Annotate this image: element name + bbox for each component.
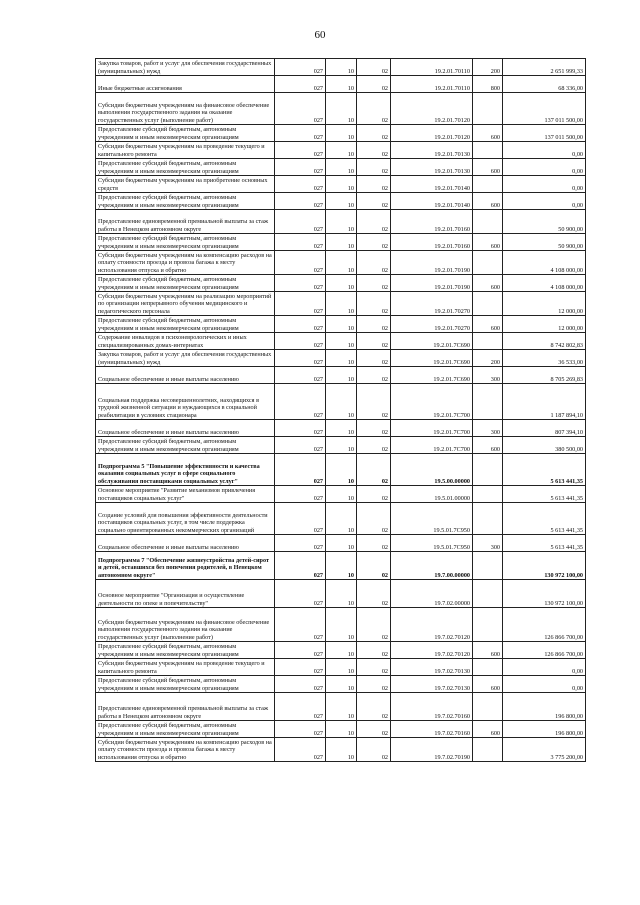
row-subsection: 02: [357, 721, 391, 738]
row-expense-type: [473, 693, 503, 721]
row-expense-type: [473, 738, 503, 762]
row-target-article: 19.2.01.70120: [391, 125, 473, 142]
row-admin-code: 027: [275, 159, 326, 176]
row-target-article: 19.2.01.70130: [391, 159, 473, 176]
row-section: 10: [326, 552, 357, 580]
row-expense-type: 600: [473, 316, 503, 333]
table-row: [96, 275, 586, 292]
row-name: Создание условий для повышения эффективности деятельности поставщиков социальных услуг, в том числе поддержка социально ориентированных некоммерческих организаций: [96, 503, 275, 535]
row-name: Предоставление субсидий бюджетным, автономным учреждениям и иным некоммерческим организациям: [96, 437, 275, 454]
row-expense-type: [473, 454, 503, 486]
row-target-article: 19.7.02.70120: [391, 608, 473, 642]
row-target-article: 19.2.01.70160: [391, 234, 473, 251]
row-admin-code: 027: [275, 676, 326, 693]
row-target-article: 19.7.02.70160: [391, 721, 473, 738]
row-expense-type: [473, 384, 503, 420]
table-row: [96, 503, 586, 535]
row-admin-code: 027: [275, 251, 326, 275]
row-subsection: 02: [357, 251, 391, 275]
table-row: [96, 580, 586, 608]
row-expense-type: 200: [473, 59, 503, 76]
row-name: Содержание инвалидов в психоневрологических и иных специализированных домах-интернатах: [96, 333, 275, 350]
row-admin-code: 027: [275, 659, 326, 676]
row-expense-type: 300: [473, 535, 503, 552]
row-amount: 807 394,10: [503, 420, 586, 437]
table-row: [96, 59, 586, 76]
row-name: Субсидии бюджетным учреждениям на проведение текущего и капитального ремонта: [96, 142, 275, 159]
row-subsection: 02: [357, 59, 391, 76]
row-admin-code: 027: [275, 333, 326, 350]
row-name: Основное мероприятие "Организация и осуществление деятельности по опеке и попечительству": [96, 580, 275, 608]
row-target-article: 19.2.01.7С700: [391, 420, 473, 437]
table-row: [96, 316, 586, 333]
table-row: [96, 420, 586, 437]
table-row: [96, 738, 586, 762]
row-section: 10: [326, 125, 357, 142]
row-expense-type: 600: [473, 437, 503, 454]
row-amount: 1 187 894,10: [503, 384, 586, 420]
table-row: [96, 486, 586, 503]
row-expense-type: 600: [473, 193, 503, 210]
row-target-article: 19.7.02.70130: [391, 676, 473, 693]
table-row: [96, 693, 586, 721]
row-admin-code: 027: [275, 454, 326, 486]
row-expense-type: 600: [473, 125, 503, 142]
row-name: Субсидии бюджетным учреждениям на компенсацию расходов на оплату стоимости проезда и провоза багажа к месту использования отпуска и обратно: [96, 251, 275, 275]
table-row: [96, 642, 586, 659]
row-expense-type: 600: [473, 642, 503, 659]
row-amount: 130 972 100,00: [503, 580, 586, 608]
row-expense-type: 300: [473, 420, 503, 437]
row-expense-type: [473, 176, 503, 193]
row-name: Предоставление субсидий бюджетным, автономным учреждениям и иным некоммерческим организациям: [96, 234, 275, 251]
row-name: Субсидии бюджетным учреждениям на проведение текущего и капитального ремонта: [96, 659, 275, 676]
row-target-article: 19.2.01.7С700: [391, 384, 473, 420]
row-admin-code: 027: [275, 503, 326, 535]
row-admin-code: 027: [275, 210, 326, 234]
row-section: 10: [326, 486, 357, 503]
row-name: Субсидии бюджетным учреждениям на финансовое обеспечение выполнения государственного задания на оказание государственных услуг (выполнение работ): [96, 608, 275, 642]
row-target-article: 19.5.01.7С950: [391, 535, 473, 552]
row-amount: 3 775 200,00: [503, 738, 586, 762]
row-target-article: 19.5.00.00000: [391, 454, 473, 486]
row-target-article: 19.2.01.70120: [391, 93, 473, 125]
table-row: [96, 676, 586, 693]
row-name: Предоставление субсидий бюджетным, автономным учреждениям и иным некоммерческим организациям: [96, 193, 275, 210]
row-amount: 5 613 441,35: [503, 535, 586, 552]
table-row: [96, 552, 586, 580]
row-expense-type: 600: [473, 676, 503, 693]
row-amount: 0,00: [503, 142, 586, 159]
row-amount: 5 613 441,35: [503, 454, 586, 486]
row-subsection: 02: [357, 93, 391, 125]
table-row: [96, 193, 586, 210]
row-target-article: 19.2.01.70270: [391, 292, 473, 316]
table-row: [96, 350, 586, 367]
row-subsection: 02: [357, 210, 391, 234]
row-expense-type: [473, 210, 503, 234]
row-section: 10: [326, 676, 357, 693]
row-amount: 0,00: [503, 676, 586, 693]
row-admin-code: 027: [275, 316, 326, 333]
row-subsection: 02: [357, 316, 391, 333]
row-target-article: 19.2.01.70270: [391, 316, 473, 333]
row-expense-type: [473, 503, 503, 535]
row-subsection: 02: [357, 738, 391, 762]
row-expense-type: 200: [473, 350, 503, 367]
row-target-article: 19.5.01.7С950: [391, 503, 473, 535]
row-amount: 126 866 700,00: [503, 608, 586, 642]
row-section: 10: [326, 333, 357, 350]
row-amount: 12 000,00: [503, 316, 586, 333]
row-expense-type: [473, 552, 503, 580]
row-expense-type: 300: [473, 367, 503, 384]
row-section: 10: [326, 454, 357, 486]
table-row: [96, 210, 586, 234]
row-name: Предоставление субсидий бюджетным, автономным учреждениям и иным некоммерческим организациям: [96, 125, 275, 142]
row-admin-code: 027: [275, 721, 326, 738]
row-name: Социальная поддержка несовершеннолетних, находящихся в трудной жизненной ситуации и нуждающихся в социальной реабилитации в условиях стационара: [96, 384, 275, 420]
row-section: 10: [326, 659, 357, 676]
row-amount: 5 613 441,35: [503, 503, 586, 535]
row-expense-type: 600: [473, 275, 503, 292]
row-amount: 0,00: [503, 159, 586, 176]
row-admin-code: 027: [275, 292, 326, 316]
row-amount: 4 108 000,00: [503, 251, 586, 275]
row-name: Предоставление единовременной премиальной выплаты за стаж работы в Ненецком автономном округе: [96, 210, 275, 234]
row-admin-code: 027: [275, 642, 326, 659]
row-section: 10: [326, 580, 357, 608]
row-name: Закупка товаров, работ и услуг для обеспечения государственных (муниципальных) нужд: [96, 59, 275, 76]
row-name: Предоставление субсидий бюджетным, автономным учреждениям и иным некоммерческим организациям: [96, 721, 275, 738]
row-target-article: 19.2.01.70110: [391, 59, 473, 76]
row-admin-code: 027: [275, 580, 326, 608]
row-amount: 8 705 269,83: [503, 367, 586, 384]
row-section: 10: [326, 721, 357, 738]
table-row: [96, 535, 586, 552]
row-admin-code: 027: [275, 350, 326, 367]
row-expense-type: [473, 251, 503, 275]
row-section: 10: [326, 234, 357, 251]
table-row: [96, 333, 586, 350]
row-amount: 2 651 999,33: [503, 59, 586, 76]
row-amount: 36 533,00: [503, 350, 586, 367]
row-amount: 50 900,00: [503, 234, 586, 251]
page-number: 60: [314, 29, 326, 41]
row-target-article: 19.2.01.70140: [391, 176, 473, 193]
row-name: Иные бюджетные ассигнования: [96, 76, 275, 93]
row-target-article: 19.2.01.70110: [391, 76, 473, 93]
row-subsection: 02: [357, 142, 391, 159]
row-subsection: 02: [357, 292, 391, 316]
row-target-article: 19.2.01.70140: [391, 193, 473, 210]
row-subsection: 02: [357, 535, 391, 552]
row-section: 10: [326, 176, 357, 193]
row-name: Предоставление единовременной премиальной выплаты за стаж работы в Ненецком автономном округе: [96, 693, 275, 721]
row-admin-code: 027: [275, 535, 326, 552]
row-expense-type: 600: [473, 234, 503, 251]
row-subsection: 02: [357, 693, 391, 721]
row-subsection: 02: [357, 125, 391, 142]
row-admin-code: 027: [275, 486, 326, 503]
row-target-article: 19.7.02.70190: [391, 738, 473, 762]
row-admin-code: 027: [275, 693, 326, 721]
row-target-article: 19.2.01.7С700: [391, 437, 473, 454]
row-admin-code: 027: [275, 176, 326, 193]
row-expense-type: [473, 142, 503, 159]
row-section: 10: [326, 367, 357, 384]
row-subsection: 02: [357, 176, 391, 193]
table-row: [96, 659, 586, 676]
row-name: Предоставление субсидий бюджетным, автономным учреждениям и иным некоммерческим организациям: [96, 316, 275, 333]
row-target-article: 19.5.01.00000: [391, 486, 473, 503]
row-name: Субсидии бюджетным учреждениям на финансовое обеспечение выполнения государственного задания на оказание государственных услуг (выполнение работ): [96, 93, 275, 125]
row-section: 10: [326, 738, 357, 762]
row-target-article: 19.7.02.00000: [391, 580, 473, 608]
row-amount: 4 108 000,00: [503, 275, 586, 292]
row-name: Субсидии бюджетным учреждениям на компенсацию расходов на оплату стоимости проезда и провоза багажа к месту использования отпуска и обратно: [96, 738, 275, 762]
table-row: [96, 234, 586, 251]
row-admin-code: 027: [275, 234, 326, 251]
row-expense-type: [473, 333, 503, 350]
row-name: Основное мероприятие "Развитие механизмов привлечения поставщиков социальных услуг": [96, 486, 275, 503]
row-amount: 137 011 500,00: [503, 93, 586, 125]
row-admin-code: 027: [275, 367, 326, 384]
table-row: [96, 437, 586, 454]
row-section: 10: [326, 59, 357, 76]
row-admin-code: 027: [275, 420, 326, 437]
row-amount: 0,00: [503, 659, 586, 676]
row-admin-code: 027: [275, 193, 326, 210]
table-row: [96, 76, 586, 93]
row-amount: 5 613 441,35: [503, 486, 586, 503]
table-row: [96, 142, 586, 159]
row-section: 10: [326, 350, 357, 367]
row-admin-code: 027: [275, 93, 326, 125]
row-subsection: 02: [357, 159, 391, 176]
row-amount: 50 900,00: [503, 210, 586, 234]
row-name: Предоставление субсидий бюджетным, автономным учреждениям и иным некоммерческим организациям: [96, 275, 275, 292]
row-section: 10: [326, 159, 357, 176]
row-section: 10: [326, 210, 357, 234]
row-amount: 137 011 500,00: [503, 125, 586, 142]
row-expense-type: [473, 659, 503, 676]
row-name: Социальное обеспечение и иные выплаты населению: [96, 420, 275, 437]
row-section: 10: [326, 384, 357, 420]
row-target-article: 19.7.00.00000: [391, 552, 473, 580]
row-expense-type: 600: [473, 159, 503, 176]
row-target-article: 19.7.02.70130: [391, 659, 473, 676]
row-amount: 12 000,00: [503, 292, 586, 316]
row-subsection: 02: [357, 642, 391, 659]
row-name: Социальное обеспечение и иные выплаты населению: [96, 535, 275, 552]
row-section: 10: [326, 642, 357, 659]
row-subsection: 02: [357, 275, 391, 292]
table-row: [96, 125, 586, 142]
row-amount: 130 972 100,00: [503, 552, 586, 580]
table-row: [96, 251, 586, 275]
row-subsection: 02: [357, 76, 391, 93]
table-row: [96, 454, 586, 486]
row-admin-code: 027: [275, 738, 326, 762]
row-admin-code: 027: [275, 275, 326, 292]
row-amount: 126 866 700,00: [503, 642, 586, 659]
row-subsection: 02: [357, 676, 391, 693]
row-name: Подпрограмма 7 "Обеспечение жизнеустройства детей-сирот и детей, оставшихся без попечения родителей, в Ненецком автономном округе": [96, 552, 275, 580]
row-subsection: 02: [357, 234, 391, 251]
row-section: 10: [326, 693, 357, 721]
row-section: 10: [326, 76, 357, 93]
row-subsection: 02: [357, 454, 391, 486]
table-row: [96, 721, 586, 738]
row-expense-type: [473, 608, 503, 642]
row-target-article: 19.2.01.70160: [391, 210, 473, 234]
row-subsection: 02: [357, 486, 391, 503]
row-section: 10: [326, 275, 357, 292]
row-amount: 196 800,00: [503, 693, 586, 721]
table-row: [96, 367, 586, 384]
table-row: [96, 159, 586, 176]
row-amount: 380 500,00: [503, 437, 586, 454]
row-target-article: 19.2.01.70130: [391, 142, 473, 159]
row-subsection: 02: [357, 552, 391, 580]
row-section: 10: [326, 93, 357, 125]
row-name: Субсидии бюджетным учреждениям на приобретение основных средств: [96, 176, 275, 193]
row-name: Предоставление субсидий бюджетным, автономным учреждениям и иным некоммерческим организациям: [96, 676, 275, 693]
row-name: Субсидии бюджетным учреждениям на реализацию мероприятий по организации непрерывного обучения медицинского и педагогического персонала: [96, 292, 275, 316]
row-section: 10: [326, 292, 357, 316]
row-section: 10: [326, 608, 357, 642]
row-target-article: 19.2.01.70190: [391, 275, 473, 292]
row-name: Предоставление субсидий бюджетным, автономным учреждениям и иным некоммерческим организациям: [96, 159, 275, 176]
row-expense-type: [473, 580, 503, 608]
budget-table-body: [96, 59, 586, 762]
row-subsection: 02: [357, 350, 391, 367]
row-expense-type: 600: [473, 721, 503, 738]
row-amount: 0,00: [503, 176, 586, 193]
row-expense-type: [473, 93, 503, 125]
row-target-article: 19.7.02.70120: [391, 642, 473, 659]
row-subsection: 02: [357, 503, 391, 535]
row-admin-code: 027: [275, 125, 326, 142]
row-admin-code: 027: [275, 59, 326, 76]
row-admin-code: 027: [275, 384, 326, 420]
row-admin-code: 027: [275, 608, 326, 642]
row-subsection: 02: [357, 608, 391, 642]
row-expense-type: 800: [473, 76, 503, 93]
row-section: 10: [326, 420, 357, 437]
row-target-article: 19.7.02.70160: [391, 693, 473, 721]
row-name: Предоставление субсидий бюджетным, автономным учреждениям и иным некоммерческим организациям: [96, 642, 275, 659]
row-admin-code: 027: [275, 76, 326, 93]
row-subsection: 02: [357, 384, 391, 420]
row-section: 10: [326, 193, 357, 210]
row-amount: 0,00: [503, 193, 586, 210]
row-subsection: 02: [357, 580, 391, 608]
row-section: 10: [326, 251, 357, 275]
row-section: 10: [326, 503, 357, 535]
row-expense-type: [473, 486, 503, 503]
table-row: [96, 176, 586, 193]
row-subsection: 02: [357, 437, 391, 454]
budget-table: [95, 58, 586, 762]
row-amount: 68 336,00: [503, 76, 586, 93]
row-target-article: 19.2.01.70190: [391, 251, 473, 275]
row-name: Социальное обеспечение и иные выплаты населению: [96, 367, 275, 384]
row-name: Подпрограмма 5 "Повышение эффективности и качества оказания социальных услуг в сфере социального обслуживания поставщиками социальных услуг": [96, 454, 275, 486]
row-subsection: 02: [357, 193, 391, 210]
row-admin-code: 027: [275, 142, 326, 159]
row-subsection: 02: [357, 420, 391, 437]
row-section: 10: [326, 437, 357, 454]
row-subsection: 02: [357, 367, 391, 384]
row-target-article: 19.2.01.7С690: [391, 367, 473, 384]
row-target-article: 19.2.01.7С690: [391, 350, 473, 367]
row-subsection: 02: [357, 333, 391, 350]
row-expense-type: [473, 292, 503, 316]
table-row: [96, 384, 586, 420]
row-section: 10: [326, 142, 357, 159]
row-section: 10: [326, 535, 357, 552]
row-target-article: 19.2.01.7С690: [391, 333, 473, 350]
table-row: [96, 292, 586, 316]
table-row: [96, 93, 586, 125]
row-amount: 196 800,00: [503, 721, 586, 738]
row-admin-code: 027: [275, 552, 326, 580]
row-name: Закупка товаров, работ и услуг для обеспечения государственных (муниципальных) нужд: [96, 350, 275, 367]
row-subsection: 02: [357, 659, 391, 676]
row-amount: 8 742 802,83: [503, 333, 586, 350]
row-admin-code: 027: [275, 437, 326, 454]
table-row: [96, 608, 586, 642]
row-section: 10: [326, 316, 357, 333]
